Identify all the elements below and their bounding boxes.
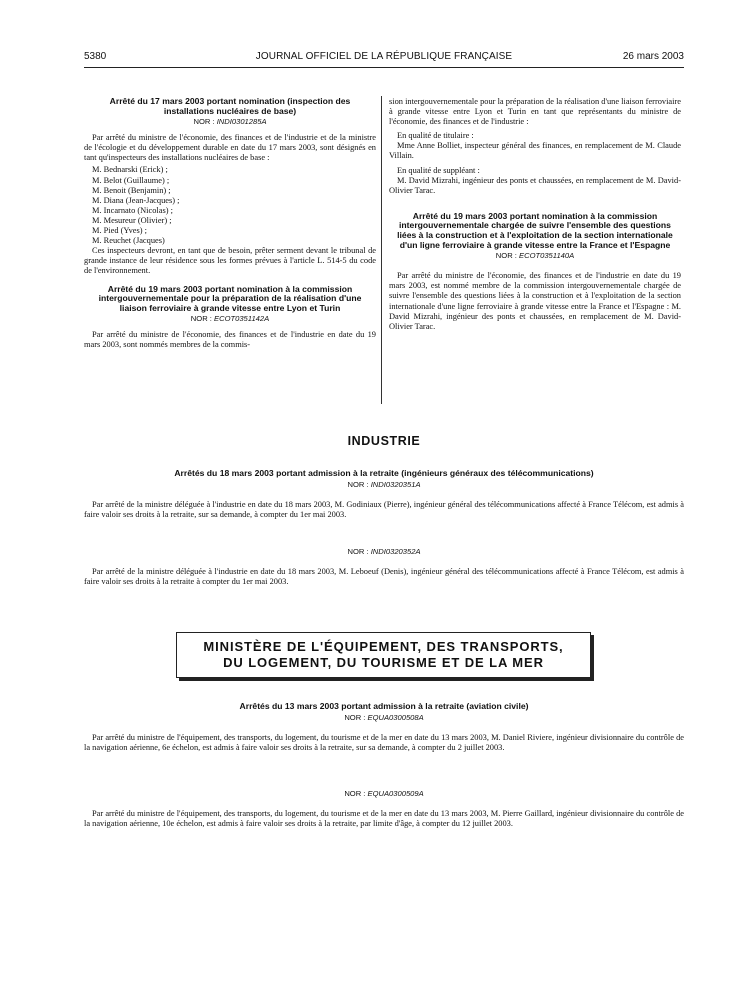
column-divider xyxy=(381,96,382,404)
article-title: Arrêté du 19 mars 2003 portant nomination à la commission intergouvernementale chargée de suivre l'ensemble des questions liées à la construction et à l'exploitation de la section internationale d'un ligne ferroviaire à grande vitesse entre la France et l'Espagne xyxy=(397,210,673,250)
industrie-article-2 xyxy=(84,546,684,587)
article-paragraph: M. David Mizrahi, ingénieur des ponts et chaussées, en remplacement de M. David-Olivier Tarac. xyxy=(389,175,681,195)
ministry-name-line2: DU LOGEMENT, DU TOURISME ET DE LA MER xyxy=(223,655,544,670)
section-title: INDUSTRIE xyxy=(347,434,421,448)
ministry-heading-box xyxy=(176,632,591,678)
article-title: Arrêté du 17 mars 2003 portant nomination (inspection des installations nucléaires de base) xyxy=(109,96,351,116)
appointment-label: En qualité de suppléant : xyxy=(397,165,480,175)
ministry-article-2 xyxy=(84,788,684,829)
list-item: M. Belot (Guillaume) ; xyxy=(92,175,170,185)
list-item: M. Mesureur (Olivier) ; xyxy=(92,215,172,225)
article-paragraph: Par arrêté du ministre de l'économie, des finances et de l'industrie et de la ministre de l'écologie et du développement durable en date du 17 mars 2003, sont désignés en tant qu'inspecteurs des installations nucléaires de base : xyxy=(84,133,376,163)
header-rule xyxy=(84,67,684,68)
nor-reference: NOR : INDI0320352A xyxy=(347,547,421,556)
inspector-list xyxy=(84,165,376,246)
list-item: M. Benoit (Benjamin) ; xyxy=(92,185,171,195)
article-title: Arrêtés du 18 mars 2003 portant admission à la retraite (ingénieurs généraux des télécommunications) xyxy=(174,468,594,478)
journal-title: JOURNAL OFFICIEL DE LA RÉPUBLIQUE FRANÇAISE xyxy=(255,51,513,62)
nor-reference: NOR : EQUA0300508A xyxy=(344,712,424,722)
ministry-articles xyxy=(84,702,684,753)
nor-reference: NOR : INDI0301285A xyxy=(193,117,267,127)
article-paragraph: Par arrêté de la ministre déléguée à l'industrie en date du 18 mars 2003, M. Leboeuf (Denis), ingénieur général des télécommunications affecté à France Télécom, est admis à faire valoir ses droits à la retraite à compter du 1er mai 2003. xyxy=(84,567,684,587)
list-item: M. Reuchet (Jacques) xyxy=(92,236,165,246)
page-number: 5380 xyxy=(84,51,107,62)
page-header xyxy=(84,51,684,65)
article-title: Arrêté du 19 mars 2003 portant nomination à la commission intergouvernementale pour la préparation de la réalisation d'une liaison ferroviaire à grande vitesse entre Lyon et Turin xyxy=(98,283,362,313)
nor-reference: NOR : ECOT0351142A xyxy=(190,314,270,324)
article-paragraph: Par arrêté du ministre de l'équipement, des transports, du logement, du tourisme et de la mer en date du 13 mars 2003, M. Daniel Riviere, ingénieur divisionnaire du contrôle de la navigation aérienne, 6e échelon, est admis à faire valoir ses droits à la retraite, sur sa demande, à compter du 2 juillet 2003. xyxy=(84,732,684,752)
list-item: M. Diana (Jean-Jacques) ; xyxy=(92,195,180,205)
list-item: M. Incarnato (Nicolas) ; xyxy=(92,205,173,215)
nor-reference: NOR : INDI0320351A xyxy=(347,479,421,489)
article-paragraph: Ces inspecteurs devront, en tant que de besoin, prêter serment devant le tribunal de grande instance de leur résidence sous les formes prévues à l'article L. 514-5 du code de l'environnement. xyxy=(84,246,376,276)
ministry-name-line1: MINISTÈRE DE L'ÉQUIPEMENT, DES TRANSPORTS, xyxy=(203,639,564,654)
article-paragraph: Par arrêté du ministre de l'économie, des finances et de l'industrie en date du 19 mars 2003, sont nommés membres de la commis- xyxy=(84,330,376,350)
list-item: M. Pied (Yves) ; xyxy=(92,226,147,236)
appointment-label: En qualité de titulaire : xyxy=(397,131,474,141)
article-paragraph: Par arrêté de la ministre déléguée à l'industrie en date du 18 mars 2003, M. Godiniaux (Pierre), ingénieur général des télécommunications affecté à France Télécom, est admis à faire valoir ses droits à la retraite, sur sa demande, à compter du 1er mai 2003. xyxy=(84,499,684,519)
issue-date: 26 mars 2003 xyxy=(622,51,684,62)
nor-reference: NOR : EQUA0300509A xyxy=(344,789,424,798)
industrie-articles xyxy=(84,469,684,520)
article-paragraph: Par arrêté du ministre de l'équipement, des transports, du logement, du tourisme et de la mer en date du 13 mars 2003, M. Pierre Gaillard, ingénieur divisionnaire du contrôle de la navigation aérienne, 10e échelon, est admis à faire valoir ses droits à la retraite, par limite d'âge, à compter du 12 juillet 2003. xyxy=(84,809,684,829)
article-paragraph: sion intergouvernementale pour la préparation de la réalisation d'une liaison ferroviaire à grande vitesse entre Lyon et Turin en tant que représentants du ministre de l'économie, des finances et de l'industrie : xyxy=(389,97,681,127)
left-column xyxy=(84,97,376,350)
right-column xyxy=(389,97,681,332)
list-item: M. Bednarski (Erick) ; xyxy=(92,165,168,175)
article-title: Arrêtés du 13 mars 2003 portant admission à la retraite (aviation civile) xyxy=(239,701,529,711)
article-paragraph: Mme Anne Bolliet, inspecteur général des finances, en remplacement de M. Claude Villain. xyxy=(389,141,681,161)
article-paragraph: Par arrêté du ministre de l'économie, des finances et de l'industrie en date du 19 mars 2003, est nommé membre de la commission intergouvernementale chargée de suivre l'ensemble des questions liées à la construction et à l'exploitation de la section internationale d'une ligne ferroviaire à grande vitesse entre la France et l'Espagne : M. David Mizrahi, ingénieur des ponts et chaussées, en remplacement de M. David-Olivier Tarac. xyxy=(389,271,681,331)
nor-reference: NOR : ECOT0351140A xyxy=(495,251,575,261)
